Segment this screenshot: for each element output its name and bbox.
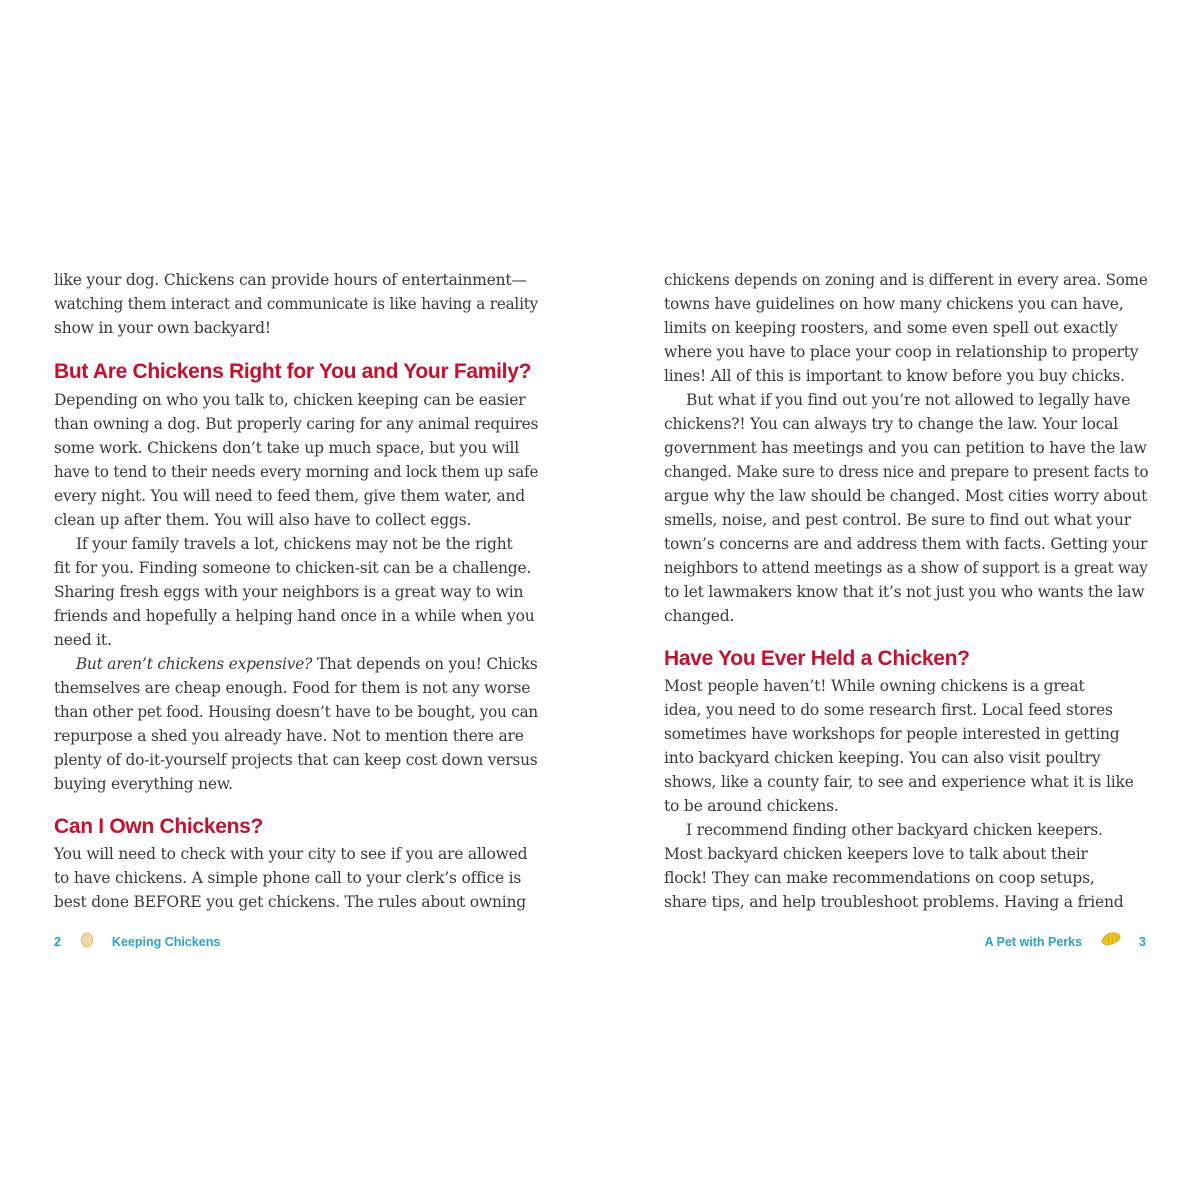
body-line: than owning a dog. But properly caring for any animal requires [54, 415, 539, 433]
body-line: Sharing fresh eggs with your neighbors is a great way to win [54, 583, 524, 601]
body-line: share tips, and help troubleshoot problems. Having a friend [664, 893, 1124, 911]
body-line: idea, you need to do some research first. Local feed stores [664, 701, 1113, 719]
body-line: watching them interact and communicate is like having a reality [54, 295, 539, 313]
egg-icon [80, 930, 94, 956]
page-number: 2 [54, 935, 61, 950]
section-heading-held: Have You Ever Held a Chicken? [664, 647, 970, 670]
italic-question: But aren’t chickens expensive? [75, 655, 313, 673]
body-text: That depends on you! Chicks [312, 655, 538, 673]
body-line: But what if you find out you’re not allowed to legally have [686, 391, 1131, 409]
body-line: limits on keeping roosters, and some even spell out exactly [664, 319, 1118, 337]
body-line: than other pet food. Housing doesn’t have to be bought, you can [54, 703, 538, 721]
body-line: to be around chickens. [664, 797, 839, 815]
body-line: friends and hopefully a helping hand once in a while when you [54, 607, 535, 625]
body-line: into backyard chicken keeping. You can also visit poultry [664, 749, 1101, 767]
body-line: towns have guidelines on how many chickens you can have, [664, 295, 1124, 313]
body-line: chickens?! You can always try to change the law. Your local [664, 415, 1118, 433]
body-line: every night. You will need to feed them, give them water, and [54, 487, 526, 505]
body-line: You will need to check with your city to see if you are allowed [54, 845, 528, 863]
body-line: need it. [54, 631, 112, 649]
body-line: Most backyard chicken keepers love to talk about their [664, 845, 1088, 863]
body-line: flock! They can make recommendations on coop setups, [664, 869, 1095, 887]
body-line: buying everything new. [54, 775, 233, 793]
body-line: argue why the law should be changed. Most cities worry about [664, 487, 1148, 505]
left-page-footer [54, 930, 220, 954]
body-line: changed. Make sure to dress nice and prepare to present facts to [664, 463, 1149, 481]
body-line: best done BEFORE you get chickens. The rules about owning [54, 893, 527, 911]
body-line: fit for you. Finding someone to chicken-sit can be a challenge. [54, 559, 532, 577]
running-head: Keeping Chickens [111, 935, 221, 950]
page-number: 3 [1139, 935, 1146, 950]
body-line: themselves are cheap enough. Food for them is not any worse [54, 679, 531, 697]
section-heading-family: But Are Chickens Right for You and Your Family? [54, 360, 532, 383]
body-line: where you have to place your coop in relationship to property [664, 343, 1139, 361]
body-line [54, 652, 538, 676]
body-line: plenty of do-it-yourself projects that can keep cost down versus [54, 751, 538, 769]
body-line: neighbors to attend meetings as a show of support is a great way [664, 559, 1148, 577]
body-line: clean up after them. You will also have to collect eggs. [54, 511, 472, 529]
body-line: like your dog. Chickens can provide hours of entertainment— [54, 271, 527, 289]
body-line: Most people haven’t! While owning chickens is a great [664, 677, 1085, 695]
body-line: Depending on who you talk to, chicken keeping can be easier [54, 391, 526, 409]
right-page-footer [985, 930, 1146, 954]
body-line: to let lawmakers know that it’s not just you who wants the law [664, 583, 1145, 601]
body-line: government has meetings and you can petition to have the law [664, 439, 1147, 457]
body-line: I recommend finding other backyard chicken keepers. [686, 821, 1103, 839]
corn-icon [1100, 930, 1122, 956]
body-line: If your family travels a lot, chickens may not be the right [76, 535, 513, 553]
running-head: A Pet with Perks [984, 935, 1083, 950]
body-line: smells, noise, and pest control. Be sure to find out what your [664, 511, 1132, 529]
section-heading-own: Can I Own Chickens? [54, 815, 264, 838]
body-line: have to tend to their needs every morning and lock them up safe [54, 463, 539, 481]
body-line: town’s concerns are and address them with facts. Getting your [664, 535, 1148, 553]
body-line: some work. Chickens don’t take up much space, but you will [54, 439, 520, 457]
body-line: shows, like a county fair, to see and experience what it is like [664, 773, 1134, 791]
body-line: chickens depends on zoning and is different in every area. Some [664, 271, 1148, 289]
body-line: show in your own backyard! [54, 319, 271, 337]
body-line: changed. [664, 607, 735, 625]
body-line: to have chickens. A simple phone call to your clerk’s office is [54, 869, 522, 887]
body-line: repurpose a shed you already have. Not to mention there are [54, 727, 524, 745]
body-line: lines! All of this is important to know before you buy chicks. [664, 367, 1125, 385]
body-line: sometimes have workshops for people interested in getting [664, 725, 1120, 743]
